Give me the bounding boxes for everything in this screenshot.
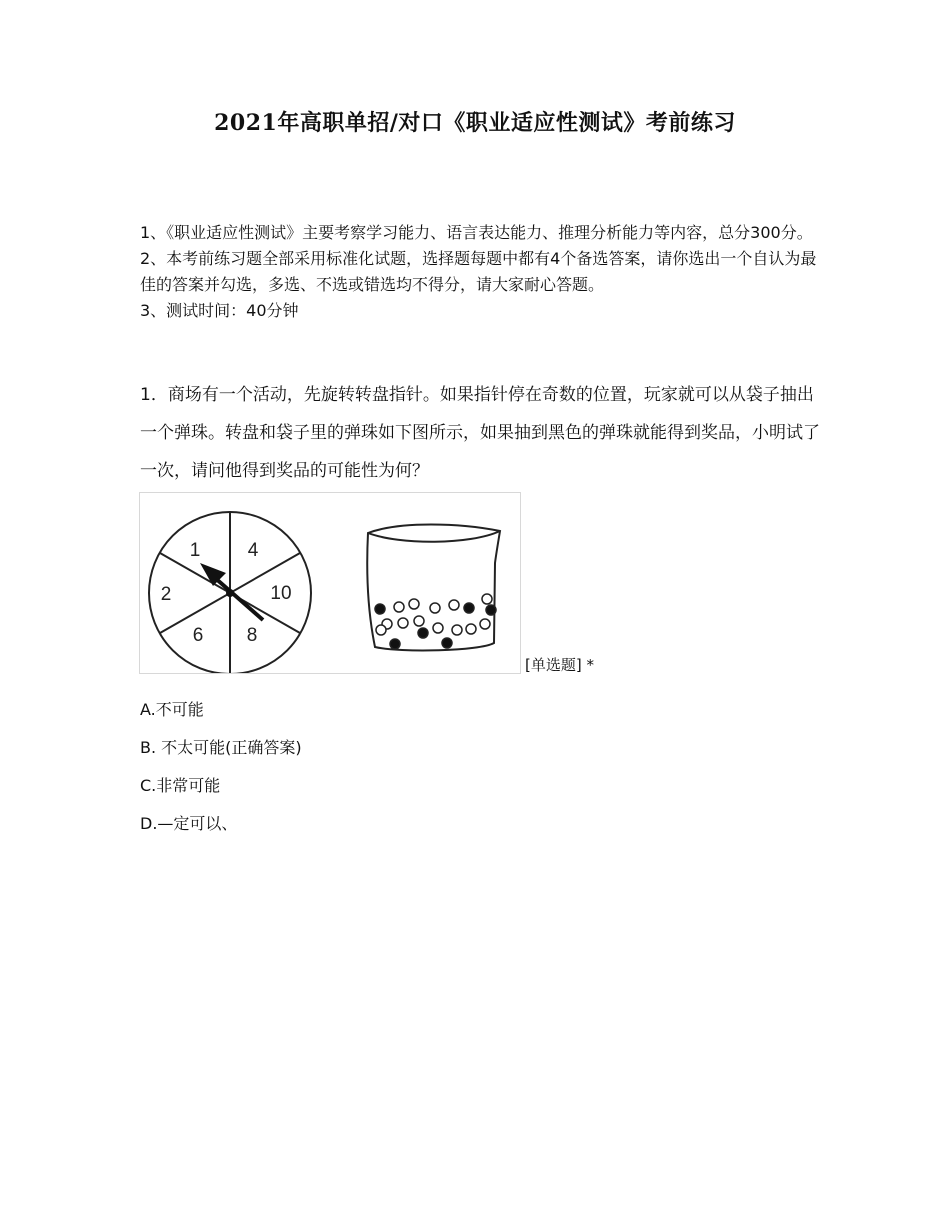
option-a[interactable]: A.不可能: [140, 700, 204, 719]
instructions: [140, 220, 820, 324]
marbles: [375, 594, 496, 649]
page-title: 2021年高职单招/对口《职业适应性测试》考前练习: [214, 110, 736, 136]
spinner-number-6: 6: [192, 625, 204, 646]
instruction-2: 2、本考前练习题全部采用标准化试题，选择题每题中都有4个备选答案，请你选出一个自认为最佳的答案并勾选，多选、不选或错选均不得分，请大家耐心答题。: [140, 249, 817, 294]
answer-options: [140, 698, 302, 850]
spinner-number-8: 8: [246, 625, 258, 646]
option-c[interactable]: C.非常可能: [140, 776, 221, 795]
question-text: 1．商场有一个活动，先旋转转盘指针。如果指针停在奇数的位置，玩家就可以从袋子抽出一个弹珠。转盘和袋子里的弹珠如下图所示，如果抽到黑色的弹珠就能得到奖品，小明试了一次，请问他得到奖品的可能性为何？: [140, 385, 820, 481]
question-type-label: [单选题] *: [525, 656, 594, 674]
spinner-number-2: 2: [160, 584, 172, 605]
option-d[interactable]: D.—定可以、: [140, 814, 238, 833]
option-b[interactable]: B. 不太可能(正确答案): [140, 738, 302, 757]
instruction-1: 1、《职业适应性测试》主要考察学习能力、语言表达能力、推理分析能力等内容，总分300分。: [140, 223, 813, 242]
spinner-number-10: 10: [270, 583, 292, 604]
spinner-pointer: [200, 563, 263, 620]
spinner-and-bag-illustration: [140, 493, 520, 673]
spinner-number-1: 1: [189, 540, 201, 561]
spinner-number-4: 4: [247, 540, 259, 561]
instruction-3: 3、测试时间：40分钟: [140, 301, 299, 320]
question-figure: [139, 492, 521, 674]
